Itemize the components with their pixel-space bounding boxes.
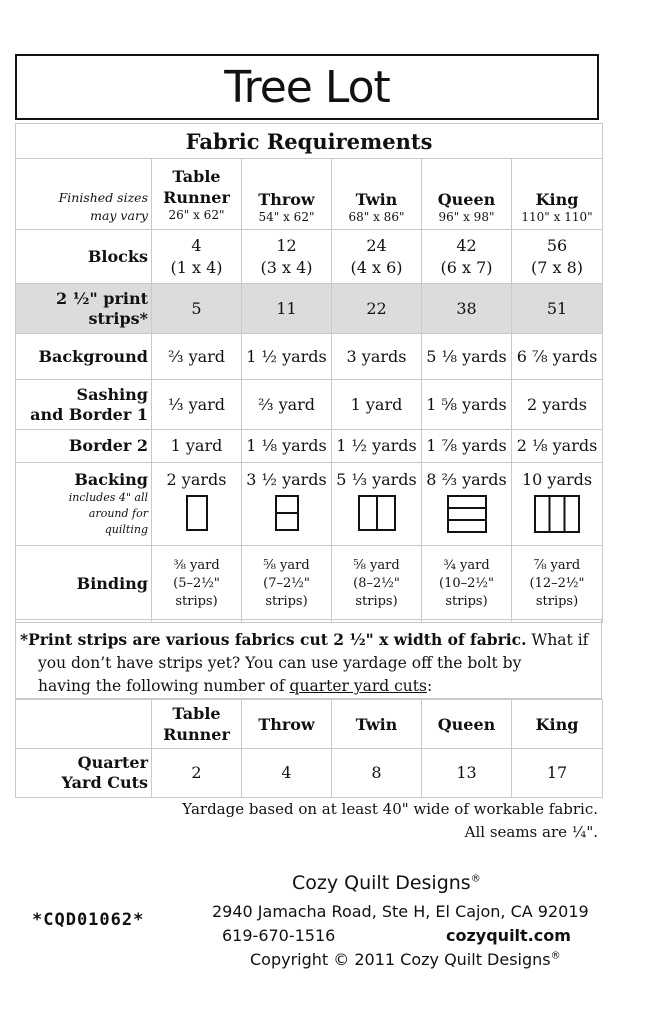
print-strips-label: 2 ½" print strips* [16, 284, 152, 334]
title-box [15, 54, 599, 120]
company-name: Cozy Quilt Designs® [292, 872, 481, 894]
size-throw: Throw 54" x 62" [242, 159, 332, 230]
quarter-cuts-value: 2 [152, 749, 242, 798]
background-value: ⅔ yard [152, 334, 242, 380]
binding-value: ⅞ yard (12–2½" strips) [512, 546, 603, 623]
product-sku: *CQD01062* [32, 910, 145, 930]
background-value: 3 yards [332, 334, 422, 380]
border2-row [16, 430, 603, 463]
print-strips-value: 5 [152, 284, 242, 334]
blocks-value: 4 (1 x 4) [152, 230, 242, 284]
binding-label: Binding [16, 546, 152, 623]
print-strips-value: 38 [422, 284, 512, 334]
note-line-2: you don’t have strips yet? You can use yardage off the bolt by [38, 654, 522, 672]
yardage-footnote: Yardage based on at least 40" wide of workable fabric. [182, 800, 598, 818]
binding-value: ⅝ yard (8–2½" strips) [332, 546, 422, 623]
background-value: 5 ⅛ yards [422, 334, 512, 380]
backing-row [16, 463, 603, 546]
size-table-runner: Table Runner 26" x 62" [152, 159, 242, 230]
sashing-value: 1 ⅝ yards [422, 380, 512, 430]
backing-value: 2 yards [152, 463, 242, 546]
background-value: 1 ½ yards [242, 334, 332, 380]
background-label: Background [16, 334, 152, 380]
sashing-value: ⅓ yard [152, 380, 242, 430]
border2-value: 1 yard [152, 430, 242, 463]
print-strips-value: 11 [242, 284, 332, 334]
quarter-yard-cuts-table [15, 699, 603, 798]
note-bold: *Print strips are various fabrics cut 2 ½" x width of fabric. [20, 630, 527, 649]
note-line-3: having the following number of quarter yard cuts: [38, 677, 433, 695]
border2-value: 1 ⅛ yards [242, 430, 332, 463]
binding-value: ¾ yard (10–2½" strips) [422, 546, 512, 623]
background-value: 6 ⅞ yards [512, 334, 603, 380]
backing-label: Backing includes 4" all around for quilting [16, 463, 152, 546]
two-horizontal-panels-icon [242, 495, 331, 531]
backing-value: 10 yards [512, 463, 603, 546]
border2-value: 2 ⅛ yards [512, 430, 603, 463]
sashing-label: Sashing and Border 1 [16, 380, 152, 430]
backing-value: 5 ⅓ yards [332, 463, 422, 546]
print-strips-row [16, 284, 603, 334]
print-strips-value: 51 [512, 284, 603, 334]
company-phone: 619-670-1516 [222, 926, 336, 945]
qc-header-king: King [512, 700, 603, 749]
size-queen: Queen 96" x 98" [422, 159, 512, 230]
border2-value: 1 ½ yards [332, 430, 422, 463]
qc-header-table-runner: Table Runner [152, 700, 242, 749]
two-vertical-panels-icon [332, 495, 421, 531]
blocks-row [16, 230, 603, 284]
binding-value: ⅝ yard (7–2½" strips) [242, 546, 332, 623]
blocks-value: 12 (3 x 4) [242, 230, 332, 284]
quarter-cuts-label: Quarter Yard Cuts [16, 749, 152, 798]
qc-blank-header [16, 700, 152, 749]
blocks-value: 42 (6 x 7) [422, 230, 512, 284]
quarter-cuts-value: 13 [422, 749, 512, 798]
quarter-cuts-value: 4 [242, 749, 332, 798]
size-king: King 110" x 110" [512, 159, 603, 230]
quarter-cuts-value: 17 [512, 749, 603, 798]
blocks-value: 24 (4 x 6) [332, 230, 422, 284]
background-row [16, 334, 603, 380]
qc-header-queen: Queen [422, 700, 512, 749]
note-text: What if [526, 631, 589, 649]
seams-footnote: All seams are ¼". [464, 823, 598, 841]
one-panel-icon [152, 495, 241, 531]
sashing-value: 1 yard [332, 380, 422, 430]
binding-row [16, 546, 603, 623]
blocks-value: 56 (7 x 8) [512, 230, 603, 284]
binding-value: ⅜ yard (5–2½" strips) [152, 546, 242, 623]
pattern-title: Tree Lot [224, 61, 390, 113]
finished-sizes-note: Finished sizes may vary [16, 159, 152, 230]
print-strips-note [15, 619, 602, 699]
border2-label: Border 2 [16, 430, 152, 463]
backing-value: 8 ⅔ yards [422, 463, 512, 546]
quarter-cuts-value: 8 [332, 749, 422, 798]
sashing-value: ⅔ yard [242, 380, 332, 430]
sashing-value: 2 yards [512, 380, 603, 430]
quarter-yard-cuts-text: quarter yard cuts [289, 677, 427, 695]
company-address: 2940 Jamacha Road, Ste H, El Cajon, CA 92019 [212, 902, 589, 921]
quarter-cuts-row [16, 749, 603, 798]
qc-header-twin: Twin [332, 700, 422, 749]
border2-value: 1 ⅞ yards [422, 430, 512, 463]
three-horizontal-panels-icon [422, 495, 511, 533]
blocks-label: Blocks [16, 230, 152, 284]
company-website: cozyquilt.com [446, 926, 571, 945]
size-twin: Twin 68" x 86" [332, 159, 422, 230]
fabric-requirements-table [15, 123, 603, 623]
copyright: Copyright © 2011 Cozy Quilt Designs® [250, 950, 561, 969]
backing-value: 3 ½ yards [242, 463, 332, 546]
print-strips-value: 22 [332, 284, 422, 334]
fabric-requirements-heading: Fabric Requirements [16, 124, 603, 159]
three-vertical-panels-icon [512, 495, 602, 533]
qc-header-throw: Throw [242, 700, 332, 749]
sashing-row [16, 380, 603, 430]
